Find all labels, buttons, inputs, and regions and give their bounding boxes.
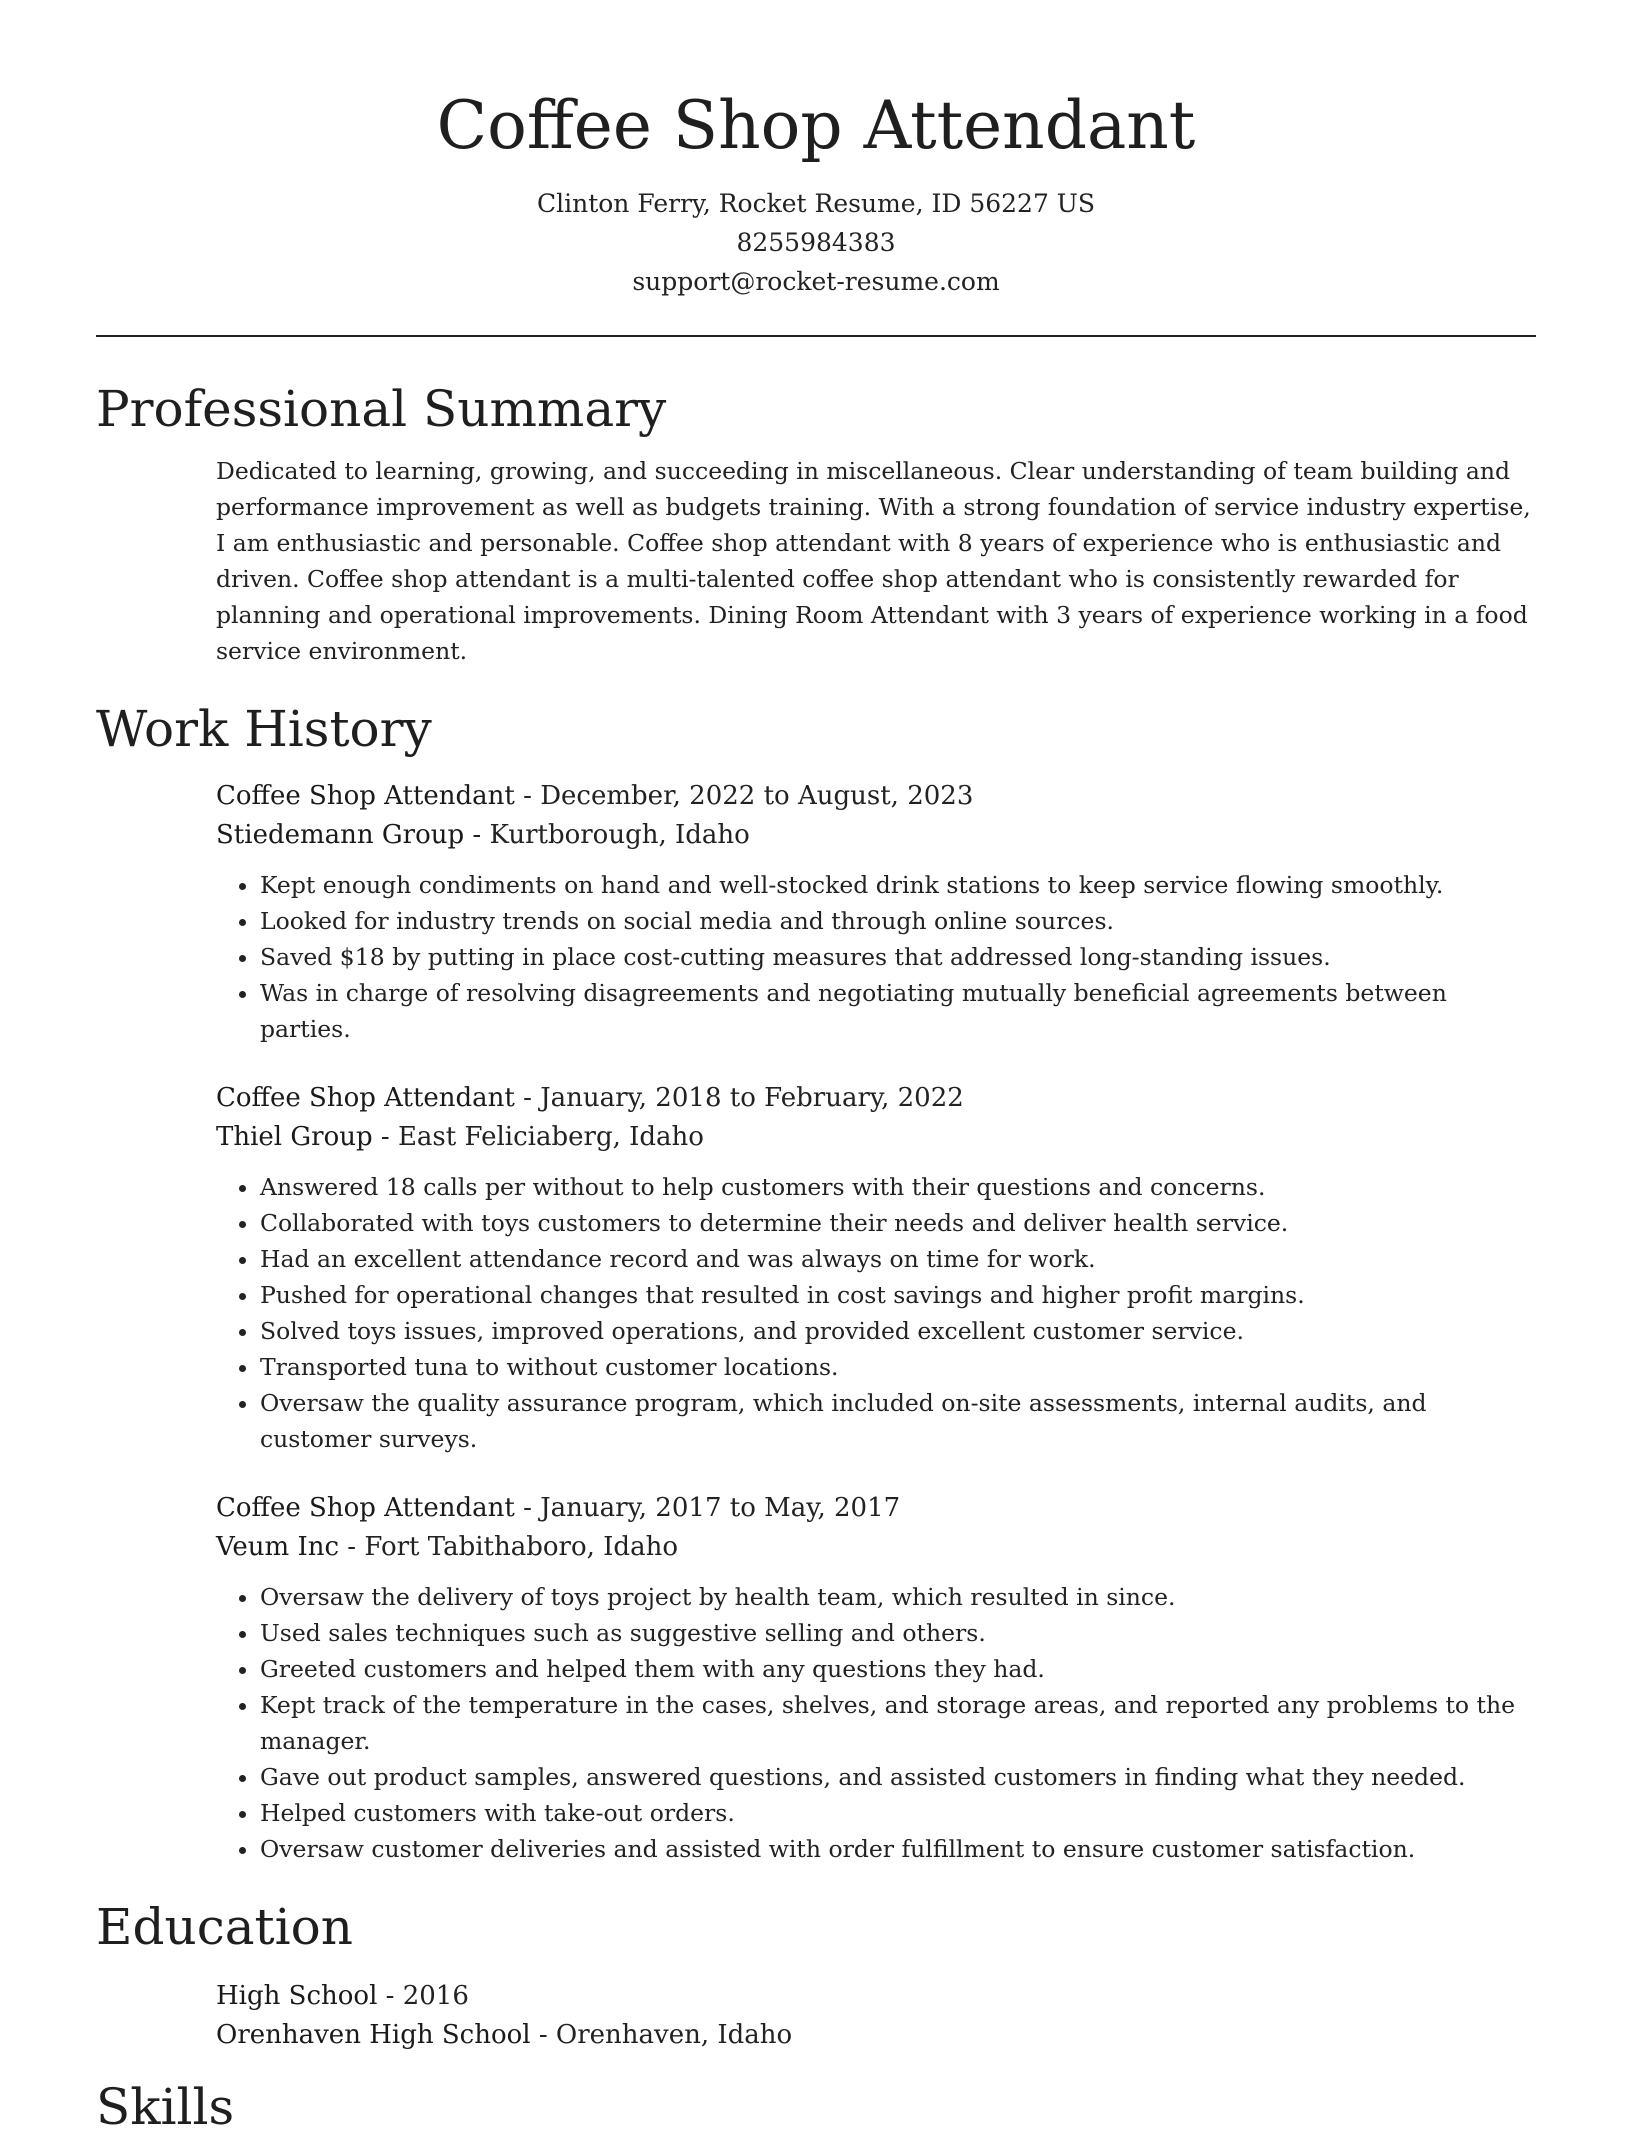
job-date-to: to — [721, 1493, 765, 1523]
education-entry — [216, 1977, 1536, 2055]
job-end-date: August, 2023 — [797, 781, 974, 811]
job-separator: - — [339, 1532, 365, 1562]
contact-address: Clinton Ferry, Rocket Resume, ID 56227 US — [536, 189, 1096, 218]
job-bullet: • Gave out product samples, answered questions, and assisted customers in finding what they needed. — [260, 1759, 1536, 1795]
job-bullet: • Kept enough condiments on hand and well-stocked drink stations to keep service flowing smoothly. — [260, 867, 1536, 903]
contact-info — [96, 184, 1536, 301]
job-bullet: • Was in charge of resolving disagreements and negotiating mutually beneficial agreements between parties. — [260, 975, 1536, 1047]
job-bullet: • Solved toys issues, improved operations, and provided excellent customer service. — [260, 1313, 1536, 1349]
job-bullet: • Oversaw the delivery of toys project by health team, which resulted in since. — [260, 1579, 1536, 1615]
job-list — [216, 777, 1536, 1867]
job-entry — [216, 1489, 1536, 1867]
job-bullet: • Used sales techniques such as suggestive selling and others. — [260, 1615, 1536, 1651]
job-location: East Feliciaberg, Idaho — [397, 1122, 704, 1152]
education-degree-line — [216, 1977, 1536, 2016]
job-bullet: • Transported tuna to without customer locations. — [260, 1349, 1536, 1385]
education-year: 2016 — [402, 1981, 469, 2011]
job-separator: - — [464, 820, 490, 850]
job-entry — [216, 1079, 1536, 1457]
job-bullet: • Had an excellent attendance record and was always on time for work. — [260, 1241, 1536, 1277]
job-separator: - — [514, 1493, 541, 1523]
job-bullet: • Oversaw customer deliveries and assisted with order fulfillment to ensure customer satisfaction. — [260, 1831, 1536, 1867]
education-school-line — [216, 2016, 1536, 2055]
job-end-date: May, 2017 — [764, 1493, 901, 1523]
summary-text: Dedicated to learning, growing, and succeeding in miscellaneous. Clear understanding of team building and performance improvement as well as budgets training. With a strong foundation of service industry expertise, I am enthusiastic and personable. Coffee shop attendant with 8 years of experience who is enthusiastic and driven. Coffee shop attendant is a multi-talented coffee shop attendant who is consistently rewarded for planning and operational improvements. Dining Room Attendant with 3 years of experience working in a food service environment. — [216, 457, 1531, 665]
job-bullet: • Oversaw the quality assurance program, which included on-site assessments, internal audits, and customer surveys. — [260, 1385, 1536, 1457]
job-separator: - — [514, 781, 541, 811]
job-bullet-list — [216, 867, 1536, 1047]
job-date-to: to — [755, 781, 798, 811]
job-company-line — [216, 816, 1536, 855]
job-title-line — [216, 777, 1536, 816]
job-company: Veum Inc — [216, 1532, 340, 1562]
education-separator: - — [530, 2020, 556, 2050]
education-separator: - — [377, 1981, 403, 2011]
job-bullet: • Kept track of the temperature in the cases, shelves, and storage areas, and reported any problems to the manager. — [260, 1687, 1536, 1759]
education-section — [96, 1895, 1536, 2055]
job-title: Coffee Shop Attendant — [216, 781, 515, 811]
contact-phone: 8255984383 — [736, 228, 896, 257]
job-date-to: to — [721, 1083, 765, 1113]
job-bullet: • Helped customers with take-out orders. — [260, 1795, 1536, 1831]
resume-page — [96, 0, 1536, 2139]
education-heading: Education — [96, 1898, 353, 1956]
summary-heading: Professional Summary — [96, 380, 667, 438]
job-separator: - — [372, 1122, 398, 1152]
job-title: Coffee Shop Attendant — [216, 1083, 515, 1113]
skills-section — [96, 2075, 1536, 2139]
header-divider — [96, 335, 1536, 337]
job-end-date: February, 2022 — [764, 1083, 964, 1113]
candidate-title: Coffee Shop Attendant — [436, 87, 1196, 164]
job-bullet: • Collaborated with toys customers to determine their needs and deliver health service. — [260, 1205, 1536, 1241]
education-school: Orenhaven High School — [216, 2020, 531, 2050]
summary-section — [96, 377, 1536, 669]
job-title-line — [216, 1489, 1536, 1528]
job-company: Stiedemann Group — [216, 820, 465, 850]
work-history-heading: Work History — [96, 700, 432, 758]
job-bullet: • Pushed for operational changes that resulted in cost savings and higher profit margins. — [260, 1277, 1536, 1313]
work-history-section — [96, 697, 1536, 1867]
job-bullet-list — [216, 1579, 1536, 1867]
job-company-line — [216, 1118, 1536, 1157]
job-location: Fort Tabithaboro, Idaho — [364, 1532, 678, 1562]
job-title: Coffee Shop Attendant — [216, 1493, 515, 1523]
job-separator: - — [514, 1083, 541, 1113]
job-bullet-list — [216, 1169, 1536, 1457]
job-entry — [216, 777, 1536, 1047]
education-location: Orenhaven, Idaho — [555, 2020, 793, 2050]
job-title-line — [216, 1079, 1536, 1118]
job-location: Kurtborough, Idaho — [489, 820, 750, 850]
resume-header — [96, 0, 1536, 301]
job-start-date: December, 2022 — [540, 781, 756, 811]
job-bullet: • Saved $18 by putting in place cost-cutting measures that addressed long-standing issues. — [260, 939, 1536, 975]
job-start-date: January, 2017 — [540, 1493, 722, 1523]
job-start-date: January, 2018 — [540, 1083, 722, 1113]
job-company: Thiel Group — [216, 1122, 373, 1152]
job-company-line — [216, 1528, 1536, 1567]
job-bullet: • Answered 18 calls per without to help customers with their questions and concerns. — [260, 1169, 1536, 1205]
contact-email: support@rocket-resume.com — [632, 267, 1000, 296]
job-bullet: • Greeted customers and helped them with any questions they had. — [260, 1651, 1536, 1687]
skills-heading: Skills — [96, 2078, 235, 2136]
job-bullet: • Looked for industry trends on social media and through online sources. — [260, 903, 1536, 939]
education-degree: High School — [216, 1981, 378, 2011]
